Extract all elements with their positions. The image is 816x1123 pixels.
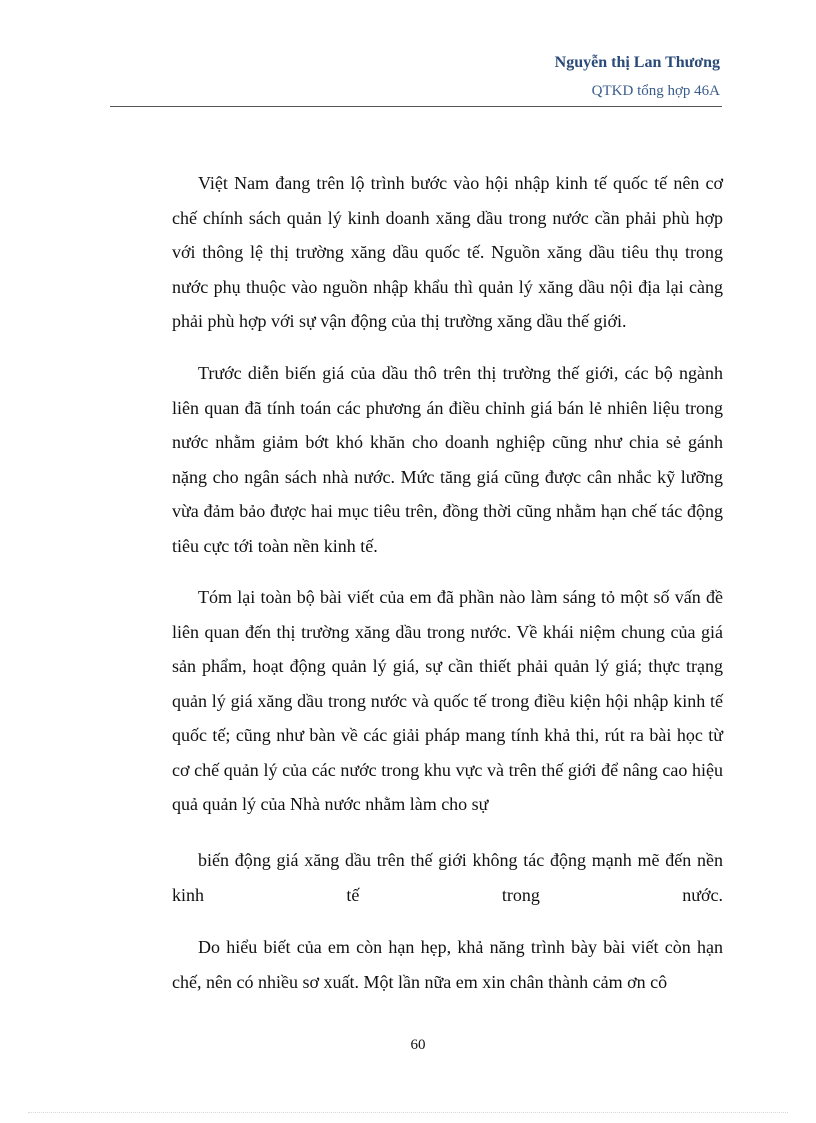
header-author: Nguyễn thị Lan Thương [554, 54, 720, 71]
paragraph-4: biến động giá xăng dầu trên thế giới không tác động mạnh mẽ đến nền kinh tế trong nước. [172, 850, 723, 905]
paragraph-2: Trước diễn biến giá của dầu thô trên thị trường thế giới, các bộ ngành liên quan đã tính toán các phương án điều chỉnh giá bán lẻ nhiên liệu trong nước nhằm giảm bớt khó khăn cho doanh nghiệp cũng như chia sẻ gánh nặng cho ngân sách nhà nước. Mức tăng giá cũng được cân nhắc kỹ lưỡng vừa đảm bảo được hai mục tiêu trên, đồng thời cũng nhằm hạn chế tác động tiêu cực tới toàn nền kinh tế. [172, 363, 723, 556]
header-class-name: QTKD tổng hợp 46A [591, 83, 720, 99]
bottom-dotted-line [28, 1112, 788, 1113]
paragraph-1: Việt Nam đang trên lộ trình bước vào hội nhập kinh tế quốc tế nên cơ chế chính sách quản lý kinh doanh xăng dầu trong nước cần phải phù hợp với thông lệ thị trường xăng dầu quốc tế. Nguồn xăng dầu tiêu thụ trong nước phụ thuộc vào nguồn nhập khẩu thì quản lý xăng dầu nội địa lại càng phải phù hợp với sự vận động của thị trường xăng dầu thế giới. [172, 173, 723, 331]
paragraph-3: Tóm lại toàn bộ bài viết của em đã phần nào làm sáng tỏ một số vấn đề liên quan đến thị trường xăng dầu trong nước. Về khái niệm chung của giá sản phẩm, hoạt động quản lý giá, sự cần thiết phải quản lý giá; thực trạng quản lý giá xăng dầu trong nước và quốc tế trong điều kiện hội nhập kinh tế quốc tế; cũng như bàn về các giải pháp mang tính khả thi, rút ra bài học từ cơ chế quản lý của các nước trong khu vực và trên thế giới để nâng cao hiệu quả quản lý của Nhà nước nhằm làm cho sự [172, 587, 723, 814]
header-rule [110, 106, 722, 107]
paragraph-5: Do hiểu biết của em còn hạn hẹp, khả năng trình bày bài viết còn hạn chế, nên có nhiều sơ xuất. Một lần nữa em xin chân thành cảm ơn cô [172, 937, 723, 992]
page-number: 60 [410, 1037, 426, 1053]
